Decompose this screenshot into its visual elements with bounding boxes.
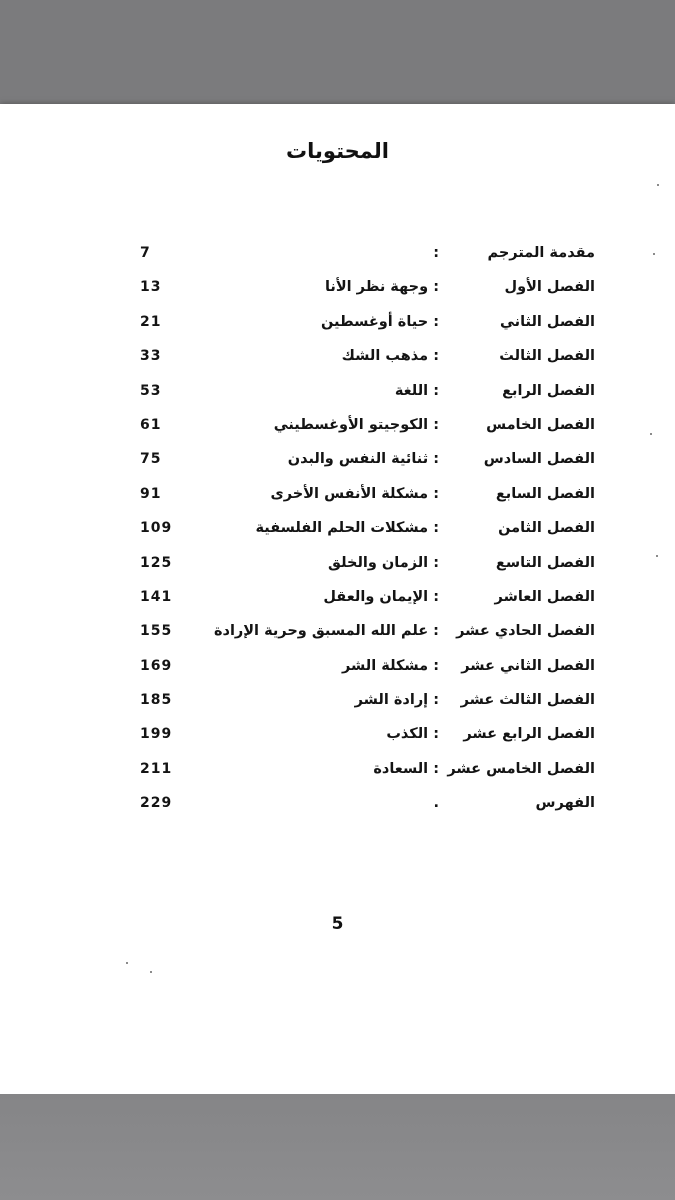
chapter-label: الفصل الرابع عشر [463,726,595,743]
page-number: 185 [140,692,173,709]
chapter-title: : الزمان والخلق [328,554,439,571]
chapter-title: : حياة أوغسطين [320,313,439,330]
toc-row [0,270,675,304]
chapter-label: الفصل الخامس عشر [447,760,595,777]
page-number: 125 [140,554,173,571]
chapter-label: الفهرس [535,795,595,812]
chapter-label: الفصل الثالث عشر [460,692,595,709]
chapter-label: الفصل السادس [483,451,595,468]
toc-row [0,442,675,476]
toc-row [0,546,675,580]
chapter-title: : مذهب الشك [341,348,439,365]
chapter-title: : ثنائية النفس والبدن [287,451,439,468]
page-number: 75 [140,451,162,468]
toc-row [0,717,675,751]
chapter-label: الفصل الرابع [502,382,595,399]
chapter-label: الفصل الثاني [499,313,595,330]
toc-row [0,305,675,339]
page-number: 229 [140,795,173,812]
page-number: 33 [140,348,162,365]
toc-row [0,236,675,270]
table-of-contents [0,236,675,821]
chapter-label: الفصل الأول [504,279,595,296]
page-title: المحتويات [286,139,389,163]
chapter-label: الفصل السابع [495,485,595,502]
toc-row [0,580,675,614]
print-speck [150,971,152,973]
page-number: 61 [140,416,162,433]
page-number: 13 [140,279,162,296]
chapter-title: : اللغة [394,382,439,399]
page-number: 141 [140,588,173,605]
chapter-title: : [433,245,439,261]
page-number: 199 [140,726,173,743]
chapter-label: الفصل التاسع [495,554,595,571]
toc-row [0,374,675,408]
toc-row [0,511,675,545]
toc-row [0,614,675,648]
page-number: 21 [140,313,162,330]
toc-row [0,649,675,683]
chapter-title: : الكوجيتو الأوغسطيني [273,416,439,433]
chapter-label: الفصل الثامن [498,520,595,537]
toc-row [0,477,675,511]
print-speck [657,184,659,186]
page-number: 169 [140,657,173,674]
page-number: 155 [140,623,173,640]
print-speck [126,962,128,964]
chapter-title: . [433,795,439,812]
chapter-label: الفصل الثالث [499,348,595,365]
page-number: 211 [140,760,173,777]
chapter-label: الفصل العاشر [494,588,595,605]
toc-row [0,683,675,717]
chapter-label: مقدمة المترجم [487,245,595,261]
page-number: 91 [140,485,162,502]
toc-row [0,752,675,786]
top-background [0,0,675,104]
chapter-label: الفصل الثاني عشر [461,657,595,674]
chapter-title: : مشكلة الشر [342,657,439,674]
chapter-title: : الكذب [386,726,439,743]
page-number: 109 [140,520,173,537]
chapter-title: : الإيمان والعقل [323,588,439,605]
chapter-label: الفصل الحادي عشر [456,623,595,640]
page-number: 7 [140,245,151,261]
toc-row [0,408,675,442]
page-number: 53 [140,382,162,399]
chapter-title: : إرادة الشر [354,692,439,709]
toc-row [0,786,675,820]
chapter-title: : وجهة نظر الأنا [324,279,439,296]
chapter-title: : مشكلات الحلم الفلسفية [255,520,439,537]
toc-row [0,339,675,373]
chapter-title: : السعادة [373,760,439,777]
bottom-background [0,1094,675,1200]
chapter-label: الفصل الخامس [486,416,595,433]
folio-page-number: 5 [331,914,344,934]
chapter-title: : مشكلة الأنفس الأخرى [270,485,439,502]
chapter-title: : علم الله المسبق وحرية الإرادة [213,623,439,640]
